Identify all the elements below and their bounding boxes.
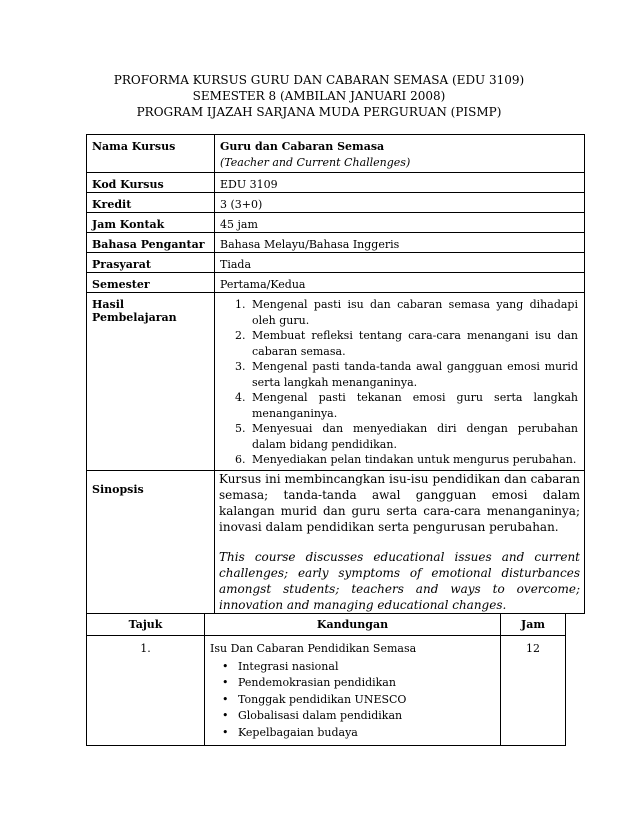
list-item: • Pendemokrasian pendidikan <box>222 675 495 692</box>
label-sinopsis: Sinopsis <box>87 470 215 613</box>
list-item: • Integrasi nasional <box>222 659 495 676</box>
label-kredit: Kredit <box>87 193 215 213</box>
bullet-icon: • <box>222 676 229 689</box>
bullet-icon: • <box>222 659 229 673</box>
value-semester: Pertama/Kedua <box>215 273 585 293</box>
table-row <box>87 635 566 746</box>
bullet-icon: • <box>222 692 229 706</box>
topic-bullet-list <box>210 659 495 742</box>
row-bahasa-pengantar <box>87 233 585 253</box>
row-kod-kursus <box>87 173 585 193</box>
content-table <box>86 614 566 747</box>
value-bahasa-pengantar: Bahasa Melayu/Bahasa Inggeris <box>215 233 585 253</box>
document-header <box>0 72 638 120</box>
list-item: 5. Menyesuai dan menyediakan diri dengan perubahan dalam bidang pendidikan. <box>249 421 578 452</box>
bullet-icon: • <box>222 709 229 722</box>
learning-outcomes-list <box>221 297 578 468</box>
content-table-header <box>87 614 566 636</box>
header-jam: Jam <box>501 614 566 636</box>
synopsis-en: This course discusses educational issues and current challenges; early symptoms of emotional disturbances amongst students; teachers and ways to overcome; innovation and managing educational changes. <box>219 549 580 612</box>
row-hasil-pembelajaran <box>87 293 585 471</box>
info-table <box>86 134 585 614</box>
topic-content <box>205 635 501 746</box>
label-bahasa-pengantar: Bahasa Pengantar <box>87 233 215 253</box>
course-proforma-table <box>86 134 580 746</box>
row-kredit <box>87 193 585 213</box>
value-sinopsis <box>215 470 585 613</box>
label-jam-kontak: Jam Kontak <box>87 213 215 233</box>
row-jam-kontak <box>87 213 585 233</box>
row-nama-kursus <box>87 135 585 173</box>
topic-hours: 12 <box>501 635 566 746</box>
header-line-2: SEMESTER 8 (AMBILAN JANUARI 2008) <box>192 89 446 103</box>
header-line-3: PROGRAM IJAZAH SARJANA MUDA PERGURUAN (PISMP) <box>136 105 502 119</box>
row-prasyarat <box>87 253 585 273</box>
header-tajuk: Tajuk <box>87 614 205 636</box>
list-item: • Tonggak pendidikan UNESCO <box>222 692 495 709</box>
list-item: • Globalisasi dalam pendidikan <box>222 708 495 725</box>
bullet-icon: • <box>222 725 229 739</box>
value-nama-kursus <box>215 135 585 173</box>
row-sinopsis <box>87 470 585 613</box>
value-prasyarat: Tiada <box>215 253 585 273</box>
row-semester <box>87 273 585 293</box>
value-kod-kursus: EDU 3109 <box>215 173 585 193</box>
list-item: • Kepelbagaian budaya <box>222 725 495 742</box>
list-item: 2. Membuat refleksi tentang cara-cara menangani isu dan cabaran semasa. <box>249 328 578 359</box>
course-name-en: (Teacher and Current Challenges) <box>220 156 411 169</box>
label-kod-kursus: Kod Kursus <box>87 173 215 193</box>
value-kredit: 3 (3+0) <box>215 193 585 213</box>
label-prasyarat: Prasyarat <box>87 253 215 273</box>
list-item: 6. Menyediakan pelan tindakan untuk mengurus perubahan. <box>249 452 578 468</box>
label-nama-kursus: Nama Kursus <box>87 135 215 173</box>
topic-number: 1. <box>87 635 205 746</box>
list-item: 3. Mengenal pasti tanda-tanda awal gangguan emosi murid serta langkah menanganinya. <box>249 359 578 390</box>
topic-title: Isu Dan Cabaran Pendidikan Semasa <box>210 641 417 655</box>
list-item: 1. Mengenal pasti isu dan cabaran semasa yang dihadapi oleh guru. <box>249 297 578 328</box>
label-semester: Semester <box>87 273 215 293</box>
header-line-1: PROFORMA KURSUS GURU DAN CABARAN SEMASA (EDU 3109) <box>113 73 525 87</box>
label-hasil-pembelajaran: Hasil Pembelajaran <box>87 293 215 471</box>
course-name: Guru dan Cabaran Semasa <box>220 140 385 153</box>
list-item: 4. Mengenal pasti tekanan emosi guru serta langkah menanganinya. <box>249 390 578 421</box>
synopsis-bm: Kursus ini membincangkan isu-isu pendidikan dan cabaran semasa; tanda-tanda awal gangguan emosi dalam kalangan murid dan guru serta cara-cara menanganinya; inovasi dalam pendidikan serta pengurusan perubahan. <box>219 471 580 534</box>
header-kandungan: Kandungan <box>205 614 501 636</box>
value-hasil-pembelajaran <box>215 293 585 471</box>
value-jam-kontak: 45 jam <box>215 213 585 233</box>
